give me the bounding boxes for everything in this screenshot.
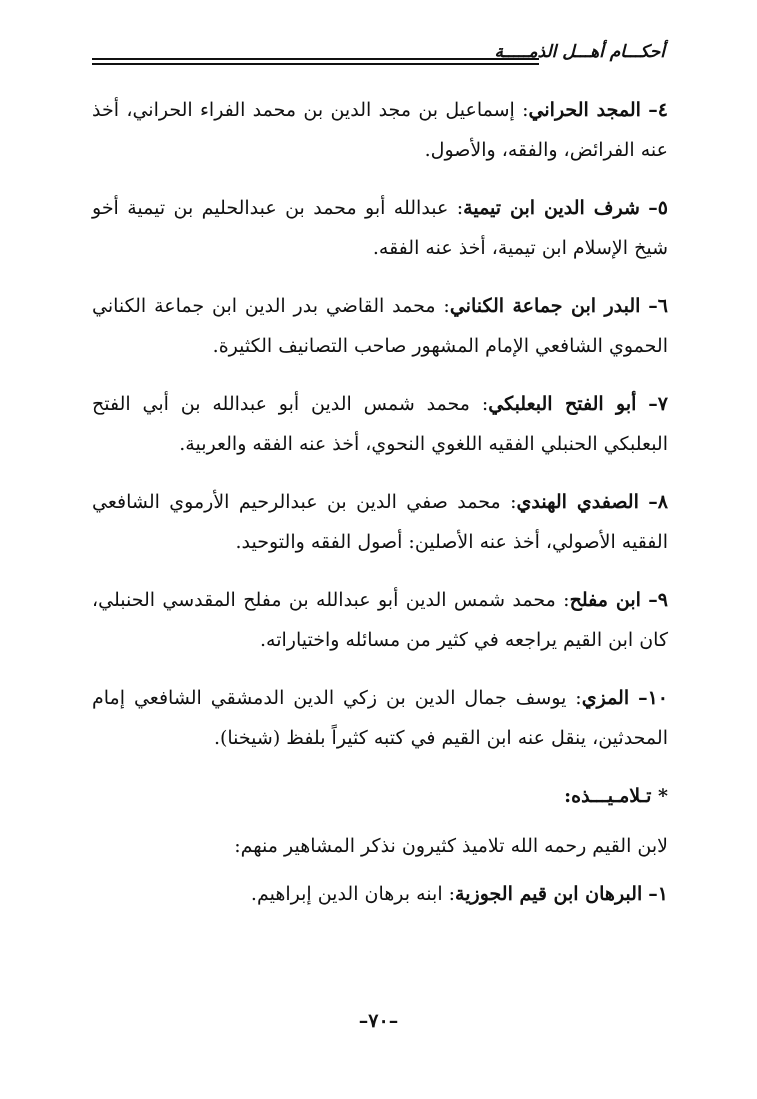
entry-number: ٥– <box>648 197 668 219</box>
entry-number: ٩– <box>648 589 668 611</box>
header-double-rule <box>92 58 539 65</box>
page-body <box>92 90 668 932</box>
entry-name: البدر ابن جماعة الكناني <box>449 295 641 317</box>
entry-7 <box>92 384 668 464</box>
entry-10 <box>92 678 668 758</box>
entry-text: : ابنه برهان الدين إبراهيم. <box>250 883 456 905</box>
entry-name: المجد الحراني <box>528 99 641 121</box>
entry-text: : يوسف جمال الدين بن زكي الدين الدمشقي الشافعي إمام المحدثين، ينقل عنه ابن القيم في كتبه كثيراً بلفظ (شيخنا). <box>92 687 668 749</box>
entry-text: : عبدالله أبو محمد بن عبدالحليم بن تيمية أخو شيخ الإسلام ابن تيمية، أخذ عنه الفقه. <box>92 197 668 259</box>
entry-text: : محمد شمس الدين أبو عبدالله بن أبي الفتح البعلبكي الحنبلي الفقيه اللغوي النحوي، أخذ عنه الفقه والعربية. <box>92 393 668 455</box>
students-intro: لابن القيم رحمه الله تلاميذ كثيرون نذكر المشاهير منهم: <box>234 835 668 857</box>
entry-name: ابن مفلح <box>569 589 641 611</box>
entry-number: ٧– <box>648 393 669 415</box>
entry-number: ٨– <box>648 491 668 513</box>
students-heading: * تـلامـيـــذه: <box>564 785 668 807</box>
entry-4 <box>92 90 668 170</box>
entry-6 <box>92 286 668 366</box>
entry-name: البرهان ابن قيم الجوزية <box>455 883 643 905</box>
running-header-title: أحكـــام أهـــل الذمـــــة <box>494 42 665 62</box>
entry-text: : محمد القاضي بدر الدين ابن جماعة الكناني الحموي الشافعي الإمام المشهور صاحب التصانيف الكثيرة. <box>92 295 668 357</box>
entry-name: الصفدي الهندي <box>516 491 639 513</box>
entry-9 <box>92 580 668 660</box>
entry-number: ٤– <box>648 99 668 121</box>
entry-8 <box>92 482 668 562</box>
entry-5 <box>92 188 668 268</box>
entry-number: ١٠– <box>638 687 668 709</box>
entry-name: أبو الفتح البعلبكي <box>488 393 637 415</box>
entry-text: : محمد صفي الدين بن عبدالرحيم الأرموي الشافعي الفقيه الأصولي، أخذ عنه الأصلين: أصول الفقه والتوحيد. <box>92 491 668 553</box>
page-number: –٧٠– <box>358 1010 399 1032</box>
entry-number: ٦– <box>648 295 668 317</box>
entry-text: : محمد شمس الدين أبو عبدالله بن مفلح المقدسي الحنبلي، كان ابن القيم يراجعه في كثير من مسائله واختياراته. <box>92 589 668 651</box>
entry-text: : إسماعيل بن مجد الدين بن محمد الفراء الحراني، أخذ عنه الفرائض، والفقه، والأصول. <box>92 99 668 161</box>
entry-name: شرف الدين ابن تيمية <box>463 197 640 219</box>
student-entry-1 <box>92 874 668 914</box>
entry-name: المزي <box>581 687 630 709</box>
entry-number: ١– <box>648 883 668 905</box>
